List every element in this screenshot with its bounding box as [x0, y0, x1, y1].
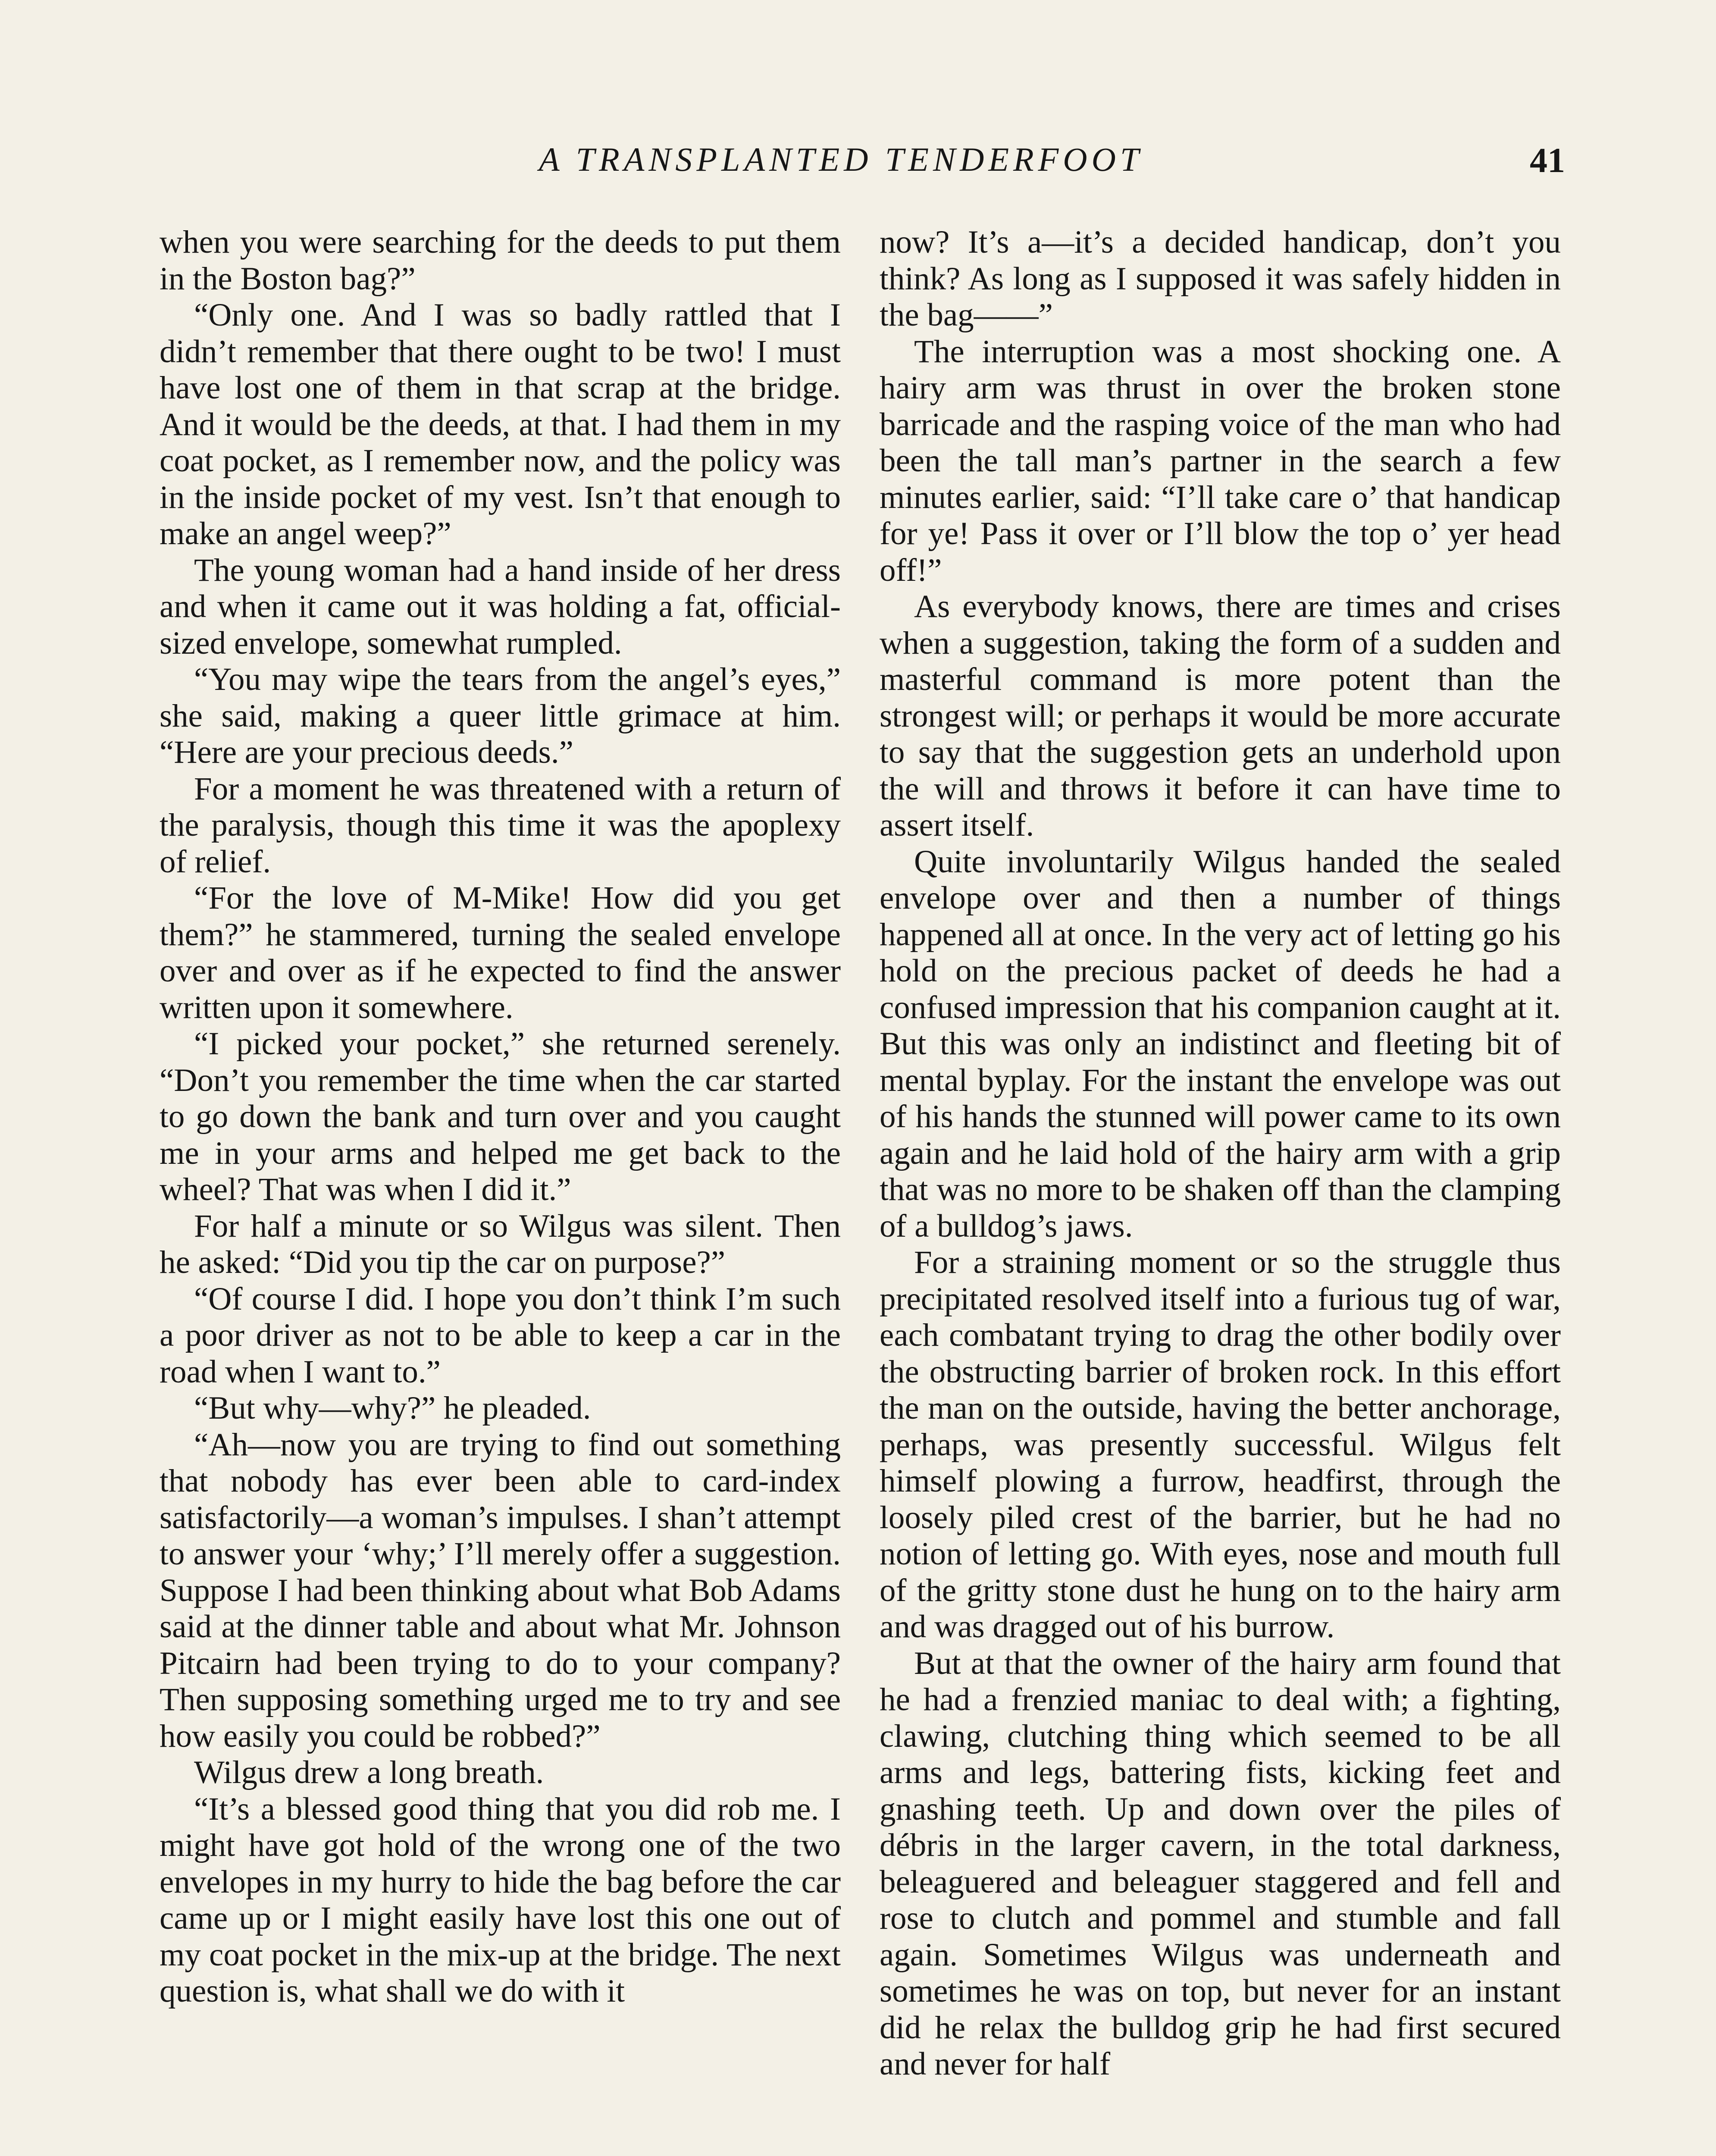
paragraph: “You may wipe the tears from the angel’s eyes,” she said, making a queer little grimace at him. “Here are your precious deeds.”: [160, 661, 841, 770]
paragraph: As everybody knows, there are times and crises when a suggestion, taking the form of a sudden and masterful command is more potent than the strongest will; or perhaps it would be more accurate to say that the suggestion gets an underhold upon the will and throws it before it can have time to assert itself.: [880, 589, 1561, 843]
paragraph: The young woman had a hand inside of her dress and when it came out it was holding a fat, official-sized envelope, somewhat rumpled.: [160, 552, 841, 661]
running-title: A TRANSPLANTED TENDERFOOT: [539, 141, 1143, 178]
paragraph: For half a minute or so Wilgus was silent. Then he asked: “Did you tip the car on purpose?”: [160, 1208, 841, 1280]
paragraph: “Of course I did. I hope you don’t think I’m such a poor driver as not to be able to keep a car in the road when I want to.”: [160, 1281, 841, 1390]
paragraph: Quite involuntarily Wilgus handed the sealed envelope over and then a number of things happened all at once. In the very act of letting go his hold on the precious packet of deeds he had a confused impression that his companion caught at it. But this was only an indistinct and fleeting bit of mental byplay. For the instant the envelope was out of his hands the stunned will power came to its own again and he laid hold of the hairy arm with a grip that was no more to be shaken off than the clamping of a bulldog’s jaws.: [880, 843, 1561, 1244]
right-text-column: [880, 224, 1561, 2083]
paragraph: when you were searching for the deeds to put them in the Boston bag?”: [160, 224, 841, 297]
paragraph: “For the love of M-Mike! How did you get them?” he stammered, turning the sealed envelope over and over as if he expected to find the answer written upon it somewhere.: [160, 880, 841, 1025]
left-text-column: [160, 224, 841, 2010]
paragraph: now? It’s a—it’s a decided handicap, don’t you think? As long as I supposed it was safely hidden in the bag——”: [880, 224, 1561, 333]
paragraph: “It’s a blessed good thing that you did rob me. I might have got hold of the wrong one of the two envelopes in my hurry to hide the bag before the car came up or I might easily have lost this one out of my coat pocket in the mix-up at the bridge. The next question is, what shall we do with it: [160, 1791, 841, 2009]
paragraph: The interruption was a most shocking one. A hairy arm was thrust in over the broken stone barricade and the rasping voice of the man who had been the tall man’s partner in the search a few minutes earlier, said: “I’ll take care o’ that handicap for ye! Pass it over or I’ll blow the top o’ yer head off!”: [880, 333, 1561, 588]
paragraph: “Only one. And I was so badly rattled that I didn’t remember that there ought to be two! I must have lost one of them in that scrap at the bridge. And it would be the deeds, at that. I had them in my coat pocket, as I remember now, and the policy was in the inside pocket of my vest. Isn’t that enough to make an angel weep?”: [160, 297, 841, 552]
page-number: 41: [1530, 141, 1565, 180]
running-header: [160, 140, 1565, 192]
paragraph: For a straining moment or so the struggle thus precipitated resolved itself into a furious tug of war, each combatant trying to drag the other bodily over the obstructing barrier of broken rock. In this effort the man on the outside, having the better anchorage, perhaps, was presently successful. Wilgus felt himself plowing a furrow, headfirst, through the loosely piled crest of the barrier, but he had no notion of letting go. With eyes, nose and mouth full of the gritty stone dust he hung on to the hairy arm and was dragged out of his burrow.: [880, 1244, 1561, 1645]
paragraph: But at that the owner of the hairy arm found that he had a frenzied maniac to deal with; a fighting, clawing, clutching thing which seemed to be all arms and legs, battering fists, kicking feet and gnashing teeth. Up and down over the piles of débris in the larger cavern, in the total darkness, beleaguered and beleaguer staggered and fell and rose to clutch and pommel and stumble and fall again. Sometimes Wilgus was underneath and sometimes he was on top, but never for an instant did he relax the bulldog grip he had first secured and never for half: [880, 1645, 1561, 2082]
paragraph: For a moment he was threatened with a return of the paralysis, though this time it was the apoplexy of relief.: [160, 771, 841, 880]
paragraph: Wilgus drew a long breath.: [194, 1755, 544, 1790]
paragraph: “I picked your pocket,” she returned serenely. “Don’t you remember the time when the car started to go down the bank and turn over and you caught me in your arms and helped me get back to the wheel? That was when I did it.”: [160, 1026, 841, 1207]
paragraph: “But why—why?” he pleaded.: [194, 1390, 591, 1426]
paragraph: “Ah—now you are trying to find out something that nobody has ever been able to card-index satisfactorily—a woman’s impulses. I shan’t attempt to answer your ‘why;’ I’ll merely offer a suggestion. Suppose I had been thinking about what Bob Adams said at the dinner table and about what Mr. Johnson Pitcairn had been trying to do to your company? Then supposing something urged me to try and see how easily you could be robbed?”: [160, 1426, 841, 1754]
